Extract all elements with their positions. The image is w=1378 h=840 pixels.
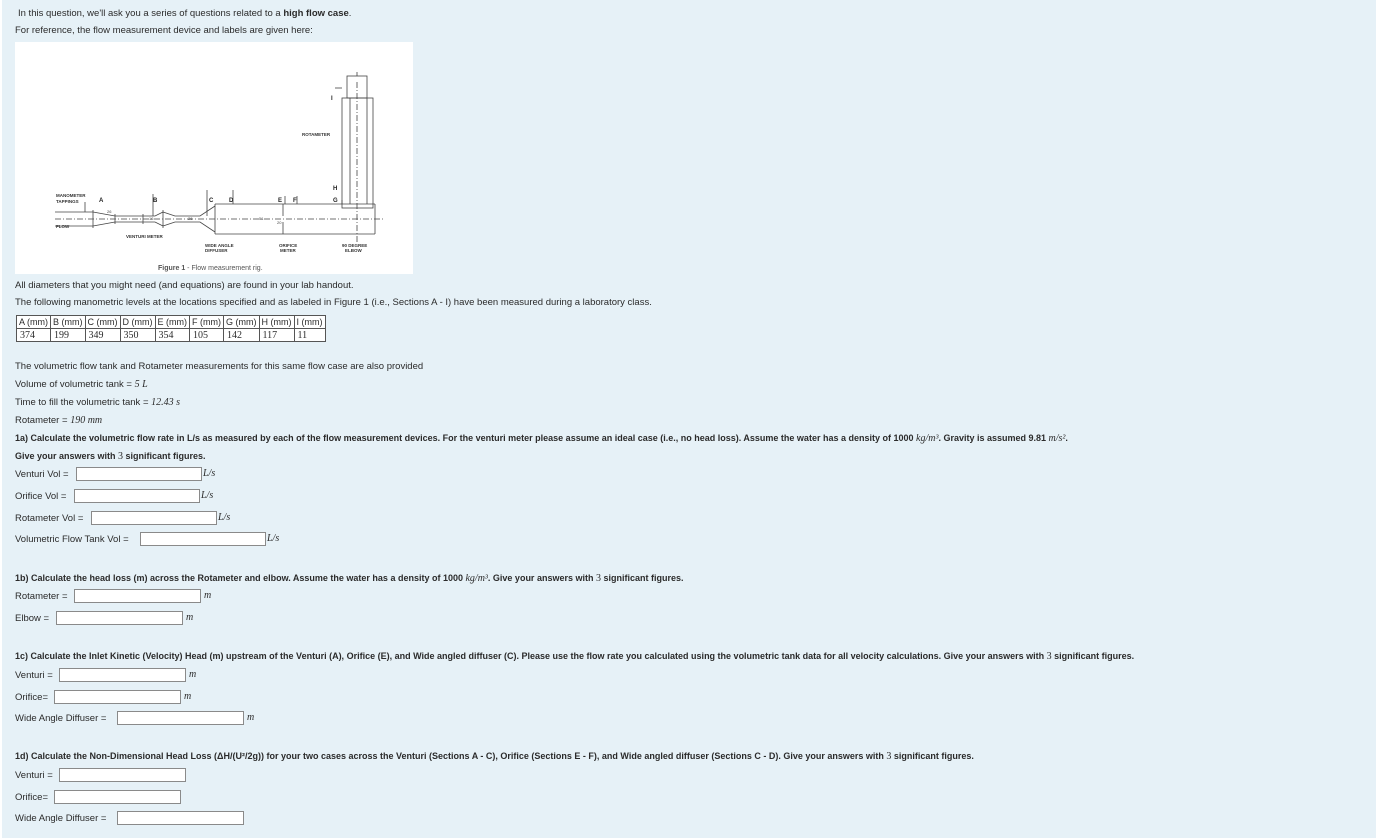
orifice-vol-label: Orifice Vol = (15, 491, 67, 502)
flow-label: FLOW (56, 224, 70, 229)
orifice-label: ORIFICE (279, 243, 298, 248)
table-header: B (mm) (51, 316, 86, 329)
table-cell: 349 (85, 329, 120, 342)
table-header: E (mm) (155, 316, 190, 329)
venturi-vol-unit: L/s (203, 468, 216, 479)
intro-line-1: In this question, we'll ask you a series of questions related to a high flow case. (18, 8, 352, 19)
tank-vol-unit: L/s (267, 533, 280, 544)
orifice-ndhl-label: Orifice= (15, 792, 48, 803)
table-header: D (mm) (120, 316, 155, 329)
section-e-label: E (278, 198, 283, 204)
table-header: G (mm) (224, 316, 260, 329)
diffuser-ndhl-input[interactable] (117, 811, 244, 825)
table-header: H (mm) (259, 316, 294, 329)
venturi-ndhl-input[interactable] (59, 768, 186, 782)
dim-26-venturi-label: 26 (107, 209, 112, 214)
section-a-label: A (99, 198, 104, 204)
rotameter-loss-input[interactable] (74, 589, 201, 603)
manometer-label: MANOMETER (56, 193, 86, 198)
orifice-ke-input[interactable] (54, 690, 181, 704)
section-c-label: C (209, 198, 214, 204)
orifice-ke-label: Orifice= (15, 692, 48, 703)
rotameter-reading-line: Rotameter = 190 mm (15, 415, 103, 426)
tank-vol-label: Volumetric Flow Tank Vol = (15, 534, 129, 545)
table-cell: 199 (51, 329, 86, 342)
venturi-vol-label: Venturi Vol = (15, 469, 69, 480)
intro-line-2: For reference, the flow measurement device and labels are given here: (15, 25, 313, 36)
manometric-note: The following manometric levels at the locations specified and as labeled in Figure 1 (i.e., Sections A - I) have been measured during a laboratory class. (15, 297, 652, 308)
elbow-loss-unit: m (186, 612, 194, 623)
elbow-label: ELBOW (345, 248, 362, 253)
table-header: F (mm) (190, 316, 224, 329)
question-1c: 1c) Calculate the Inlet Kinetic (Velocity) Head (m) upstream of the Venturi (A), Orifice (E), and Wide angled diffuser (C). Please use the flow rate you calculated using the volumetric tank data for all velocity calculations. Give your answers with 3 significant figures. (15, 651, 1135, 662)
figure-caption: Figure 1 - Flow measurement rig. (158, 265, 263, 272)
wide-angle-label: WIDE ANGLE (205, 243, 234, 248)
table-header: C (mm) (85, 316, 120, 329)
dim-16-label: 16 (149, 216, 154, 221)
question-1d: 1d) Calculate the Non-Dimensional Head Loss (ΔH/(U²/2g)) for your two cases across the Venturi (Sections A - C), Orifice (Sections E - F), and Wide angled diffuser (Sections C - D). Give your answers with 3 significant figures. (15, 751, 974, 762)
question-1b: 1b) Calculate the head loss (m) across the Rotameter and elbow. Assume the water has a density of 1000 kg/m³. Give your answers with 3 significant figures. (15, 573, 684, 584)
venturi-ke-unit: m (189, 669, 197, 680)
table-cell: 374 (17, 329, 51, 342)
orifice-vol-input[interactable] (74, 489, 200, 503)
table-row (17, 329, 326, 342)
table-cell: 117 (259, 329, 294, 342)
table-cell: 354 (155, 329, 190, 342)
section-i-label: I (331, 96, 333, 102)
question-1a-sigfig: Give your answers with 3 significant figures. (15, 451, 206, 462)
diffuser-ndhl-label: Wide Angle Diffuser = (15, 813, 107, 824)
diffuser-ke-input[interactable] (117, 711, 244, 725)
elbow-loss-input[interactable] (56, 611, 183, 625)
table-header: I (mm) (294, 316, 325, 329)
rotameter-vol-unit: L/s (218, 512, 231, 523)
table-header: A (mm) (17, 316, 51, 329)
elbow-loss-label: Elbow = (15, 613, 50, 624)
meter-label: METER (280, 248, 296, 253)
rotameter-label: ROTAMETER (302, 132, 331, 137)
section-b-label: B (153, 198, 158, 204)
section-d-label: D (229, 198, 234, 204)
venturi-ke-label: Venturi = (15, 670, 53, 681)
venturi-ke-input[interactable] (59, 668, 186, 682)
dim-26-diffuser-label: 26 (188, 216, 193, 221)
table-header-row (17, 316, 326, 329)
flow-rig-diagram (15, 42, 413, 274)
degree-label: 90 DEGREE (342, 243, 368, 248)
flow-rig-figure (15, 42, 413, 274)
table-cell: 11 (294, 329, 325, 342)
dim-20-label: 20 (277, 220, 282, 225)
venturi-meter-label: VENTURI METER (126, 234, 163, 239)
diffuser-ke-label: Wide Angle Diffuser = (15, 713, 107, 724)
venturi-vol-input[interactable] (76, 467, 202, 481)
section-f-label: F (293, 198, 297, 204)
section-g-label: G (333, 198, 338, 204)
rotameter-loss-unit: m (204, 590, 212, 601)
orifice-vol-unit: L/s (201, 490, 214, 501)
tank-vol-input[interactable] (140, 532, 266, 546)
rotameter-vol-label: Rotameter Vol = (15, 513, 84, 524)
table-cell: 142 (224, 329, 260, 342)
tappings-label: TAPPINGS (56, 199, 79, 204)
fill-time-line: Time to fill the volumetric tank = 12.43 s (15, 397, 181, 408)
manometric-table (16, 315, 326, 342)
table-cell: 105 (190, 329, 224, 342)
table-cell: 350 (120, 329, 155, 342)
volumetric-intro: The volumetric flow tank and Rotameter measurements for this same flow case are also provided (15, 361, 424, 372)
dim-51-label: 51 (259, 216, 264, 221)
orifice-ke-unit: m (184, 691, 192, 702)
diffuser-label: DIFFUSER (205, 248, 228, 253)
diameters-note: All diameters that you might need (and equations) are found in your lab handout. (15, 280, 354, 291)
section-h-label: H (333, 186, 338, 192)
question-1a: 1a) Calculate the volumetric flow rate in L/s as measured by each of the flow measurement devices. For the venturi meter please assume an ideal case (i.e., no head loss). Assume the water has a density of 1000 kg/m³. Gravity is assumed 9.81 m/s². (15, 433, 1068, 444)
venturi-ndhl-label: Venturi = (15, 770, 53, 781)
rotameter-vol-input[interactable] (91, 511, 217, 525)
diffuser-ke-unit: m (247, 712, 255, 723)
rotameter-loss-label: Rotameter = (15, 591, 68, 602)
orifice-ndhl-input[interactable] (54, 790, 181, 804)
tank-volume-line: Volume of volumetric tank = 5 L (15, 379, 148, 390)
